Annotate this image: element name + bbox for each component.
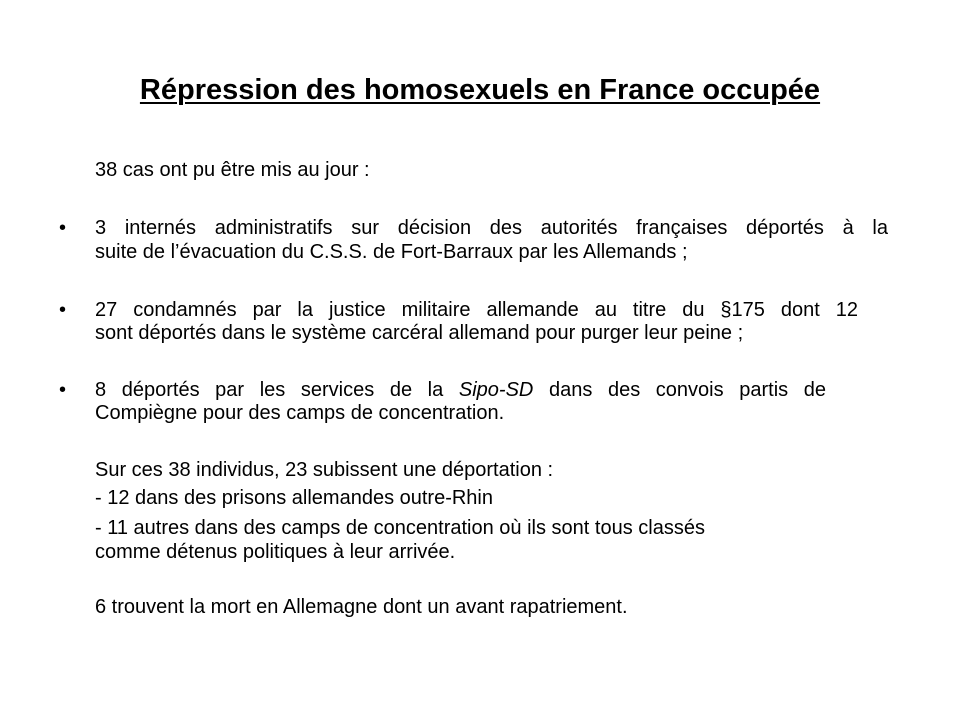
detail-1-line-1: - 12 dans des prisons allemandes outre-Rhin	[95, 487, 493, 509]
page-title: Répression des homosexuels en France occupée	[139, 74, 821, 106]
detail-2-line-1: - 11 autres dans des camps de concentration où ils sont tous classés	[95, 517, 705, 539]
bullet-3-italic-term: Sipo-SD	[458, 379, 534, 401]
intro-text: 38 cas ont pu être mis au jour :	[95, 159, 370, 181]
conclusion-text: 6 trouvent la mort en Allemagne dont un avant rapatriement.	[95, 596, 628, 618]
detail-2-line-2: comme détenus politiques à leur arrivée.	[95, 541, 456, 563]
bullet-3-line-2: Compiègne pour des camps de concentration.	[95, 402, 505, 424]
bullet-dot: •	[59, 379, 67, 401]
bullet-dot: •	[59, 217, 67, 239]
bullet-1-line-1: 3 internés administratifs sur décision des autorités françaises déportés à la	[95, 217, 888, 239]
bullet-2-line-2: sont déportés dans le système carcéral allemand pour purger leur peine ;	[95, 322, 744, 344]
summary-text: Sur ces 38 individus, 23 subissent une déportation :	[95, 459, 554, 481]
bullet-3-text-end: dans des convois partis de	[533, 379, 826, 401]
bullet-dot: •	[59, 299, 67, 321]
bullet-1-line-2: suite de l’évacuation du C.S.S. de Fort-Barraux par les Allemands ;	[95, 241, 688, 263]
bullet-3-text-start: 8 déportés par les services de la	[95, 379, 459, 401]
bullet-2-line-1: 27 condamnés par la justice militaire allemande au titre du §175 dont 12	[95, 299, 858, 321]
bullet-3-line-1	[95, 378, 826, 402]
